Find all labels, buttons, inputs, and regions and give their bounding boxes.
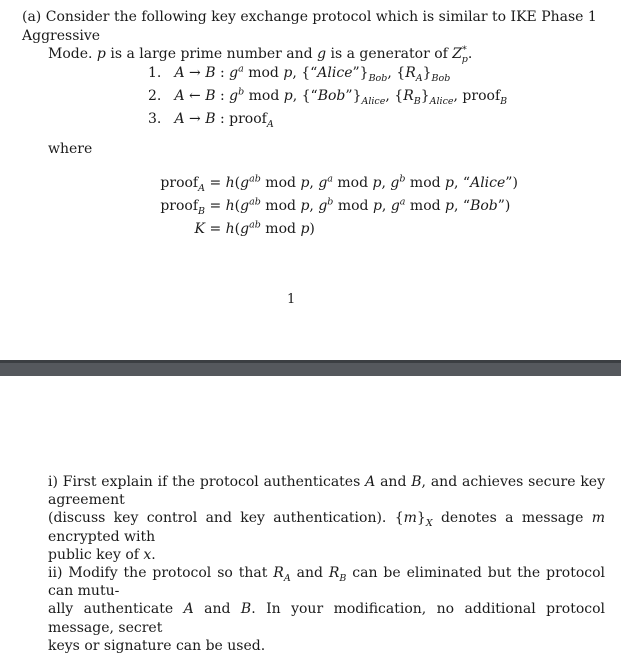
equations: [150, 172, 518, 241]
equation-proof-a: proof$_A$ = $h(g^{ab}$ mod p, $g^a$ mod p, $g^b$ mod p, “Alice”): [160, 173, 518, 194]
equation-rhs: $h(g^{ab}$ mod p, $g^a$ mod p, $g^b$ mod p, “Alice”): [225, 173, 518, 191]
equation-rhs: $h(g^{ab}$ mod p): [225, 219, 315, 237]
q1-line-3: public key of x.: [48, 546, 156, 563]
where-label: where: [48, 141, 93, 157]
question-a-intro: [22, 8, 608, 64]
protocol-step-2: 2. A ← B : $g^b$ mod p, $\{“Bob”\}_{Alice}$, $\{R_B\}_{Alice}$, proof$_B$: [148, 86, 508, 107]
q2-line-2: ally authenticate A and B. In your modification, no additional protocol message, secret: [48, 601, 605, 636]
equation-rhs: $h(g^{ab}$ mod p, $g^b$ mod p, $g^a$ mod p, “Bob”): [225, 196, 511, 214]
page-number: 1: [287, 292, 296, 307]
intro-line-1: Consider the following key exchange protocol which is similar to IKE Phase 1 Aggressive: [22, 9, 597, 44]
question-i: [48, 473, 605, 564]
page-separator: [0, 360, 621, 376]
intro-line-2: Mode. p is a large prime number and g is a generator of $Z^*_p$.: [48, 44, 473, 65]
q1-line-1: i) First explain if the protocol authenticates A and B, and achieves secure key agreement: [48, 474, 605, 509]
equation-proof-b: proof$_B$ = $h(g^{ab}$ mod p, $g^b$ mod p, $g^a$ mod p, “Bob”): [160, 196, 511, 217]
protocol-step-1: 1. A → B : $g^a$ mod p, $\{“Alice”\}_{Bob}$, $\{R_A\}_{Bob}$: [148, 63, 451, 84]
q2-line-3: keys or signature can be used.: [48, 637, 266, 654]
questions-block: [48, 473, 605, 655]
question-label: (a): [22, 9, 42, 25]
q1-line-2: (discuss key control and key authentication). $\{m\}_X$ denotes a message m encrypted with: [48, 510, 605, 545]
page-2: [0, 376, 621, 654]
protocol-step-3: 3. A → B : proof$_A$: [148, 111, 274, 130]
question-ii: [48, 564, 605, 655]
protocol-steps: [148, 62, 507, 131]
q2-line-1: ii) Modify the protocol so that $R_A$ and $R_B$ can be eliminated but the protocol can mutu-: [48, 565, 605, 600]
equation-key: $K = h(g^{ab}$ mod p): [150, 218, 518, 241]
